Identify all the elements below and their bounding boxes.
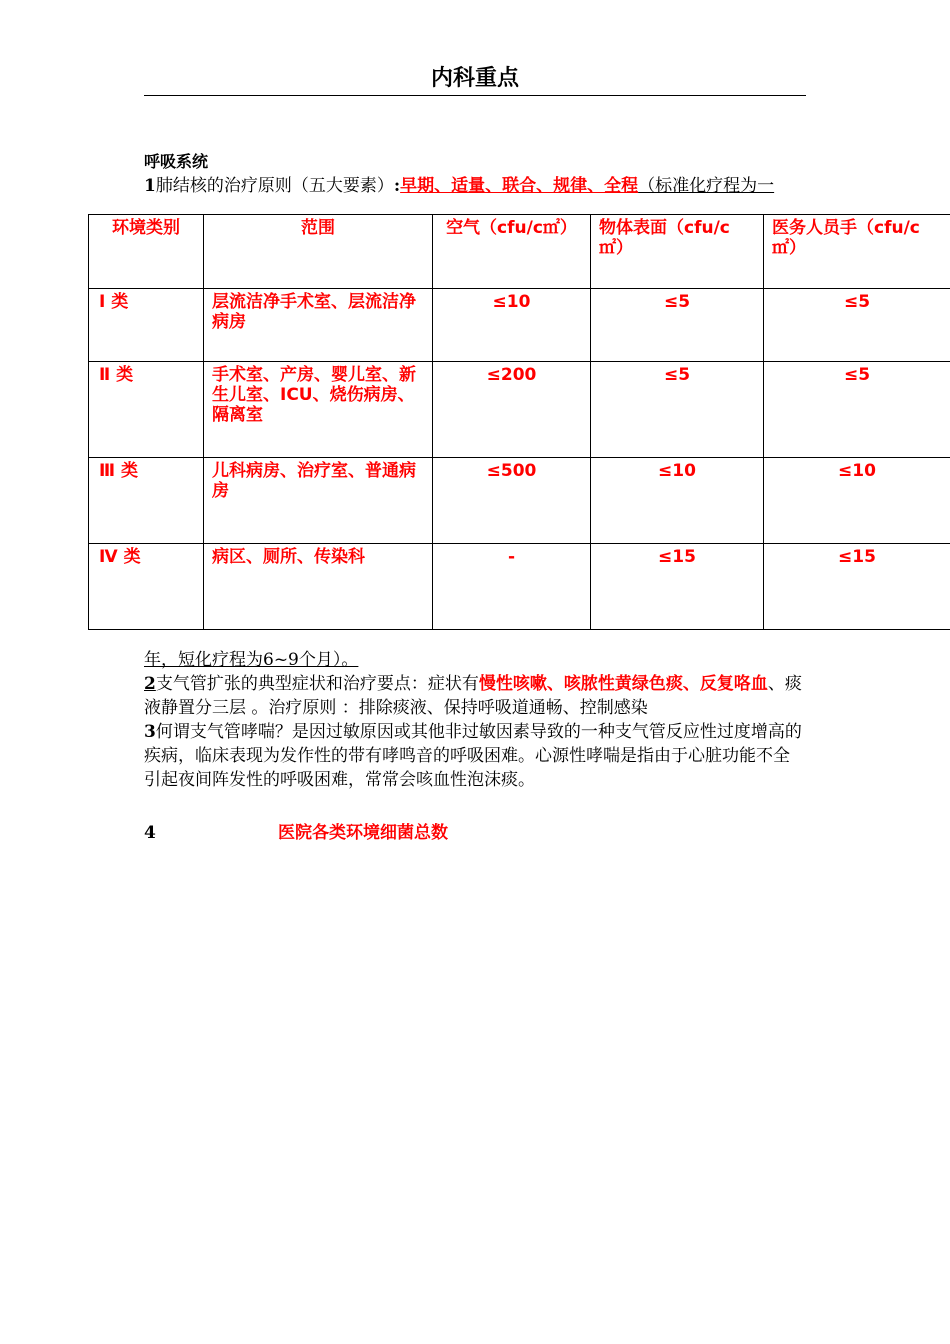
table-row bbox=[89, 362, 950, 458]
cell-air: - bbox=[433, 544, 591, 630]
header-scope: 范围 bbox=[204, 215, 433, 289]
cell-air: ≤500 bbox=[433, 458, 591, 544]
table-header-row bbox=[89, 215, 950, 289]
item-2-paragraph bbox=[144, 672, 806, 720]
item-2-number: 2 bbox=[144, 674, 156, 694]
title-underline bbox=[144, 95, 806, 96]
header-surface: 物体表面（cfu/c㎡） bbox=[591, 215, 764, 289]
item-2-tail: 、痰液静置分三层 。治疗原则 ：排除痰液、保持呼吸道通畅、控制感染 bbox=[144, 674, 802, 718]
cell-hands: ≤5 bbox=[764, 362, 950, 458]
item-1-principles: 早期、适量、联合、规律、全程 bbox=[400, 176, 639, 196]
cell-scope: 层流洁净手术室、层流洁净病房 bbox=[204, 289, 433, 362]
table-row bbox=[89, 289, 950, 362]
header-air: 空气（cfu/c㎡） bbox=[433, 215, 591, 289]
header-category: 环境类别 bbox=[89, 215, 204, 289]
section-heading: 呼吸系统 bbox=[144, 152, 209, 171]
item-3-number: 3 bbox=[144, 722, 156, 742]
item-3-paragraph bbox=[144, 720, 806, 792]
cell-air: ≤10 bbox=[433, 289, 591, 362]
item-1-tail: （标准化疗程为一 bbox=[638, 176, 775, 196]
cell-hands: ≤5 bbox=[764, 289, 950, 362]
table-row bbox=[89, 544, 950, 630]
item-2-symptoms: 慢性咳嗽、咳脓性黄绿色痰、反复咯血 bbox=[478, 674, 768, 694]
item-1-line bbox=[144, 174, 774, 198]
cell-air: ≤200 bbox=[433, 362, 591, 458]
cell-surface: ≤5 bbox=[591, 289, 764, 362]
cell-hands: ≤10 bbox=[764, 458, 950, 544]
cell-scope: 病区、厕所、传染科 bbox=[204, 544, 433, 630]
item-1-continuation: 年，短化疗程为6~9个月）。 bbox=[144, 650, 359, 670]
cell-category: Ⅰ 类 bbox=[89, 289, 204, 362]
cell-hands: ≤15 bbox=[764, 544, 950, 630]
bacteria-count-table bbox=[88, 214, 950, 630]
item-1-text: 肺结核的治疗原则（五大要素） bbox=[155, 176, 394, 196]
item-1-number: 1 bbox=[144, 176, 156, 196]
cell-category: Ⅱ 类 bbox=[89, 362, 204, 458]
cell-surface: ≤5 bbox=[591, 362, 764, 458]
item-4-heading: 医院各类环境细菌总数 bbox=[278, 823, 448, 843]
page-title: 内科重点 bbox=[430, 66, 519, 91]
cell-scope: 手术室、产房、婴儿室、新生儿室、ICU、烧伤病房、隔离室 bbox=[204, 362, 433, 458]
cell-surface: ≤15 bbox=[591, 544, 764, 630]
table-row bbox=[89, 458, 950, 544]
item-2-text: 支气管扩张的典型症状和治疗要点：症状有 bbox=[155, 674, 479, 694]
item-4-number: 4 bbox=[144, 823, 156, 843]
item-3-text: 何谓支气管哮喘？是因过敏原因或其他非过敏因素导致的一种支气管反应性过度增高的疾病，临床表现为发作性的带有哮鸣音的呼吸困难。心源性哮喘是指由于心脏功能不全引起夜间阵发性的呼吸困难，常常会咳血性泡沫痰。 bbox=[144, 722, 802, 790]
cell-category: Ⅲ 类 bbox=[89, 458, 204, 544]
cell-category: Ⅳ 类 bbox=[89, 544, 204, 630]
header-hands: 医务人员手（cfu/c㎡） bbox=[764, 215, 950, 289]
cell-surface: ≤10 bbox=[591, 458, 764, 544]
cell-scope: 儿科病房、治疗室、普通病房 bbox=[204, 458, 433, 544]
item-1-colon: : bbox=[393, 176, 401, 196]
